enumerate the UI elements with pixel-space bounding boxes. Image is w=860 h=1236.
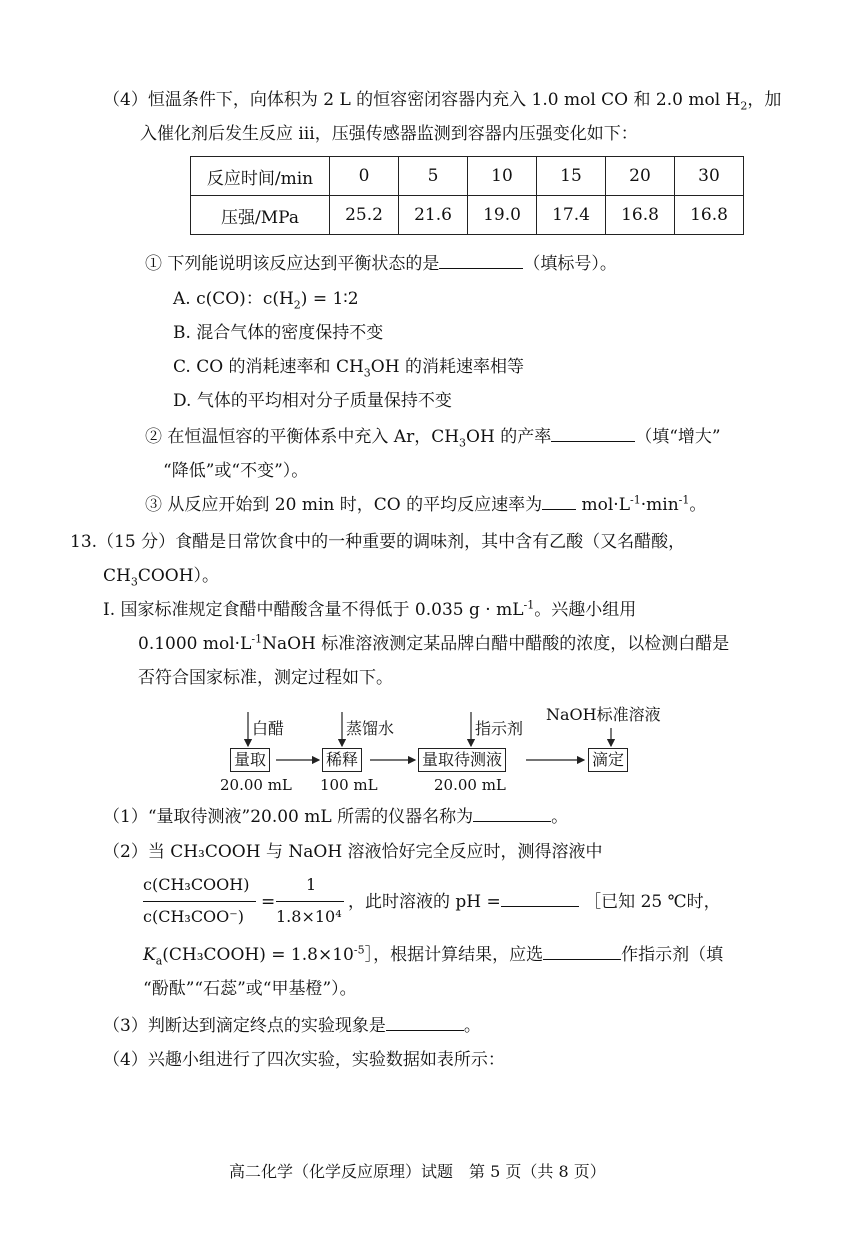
- answer-blank[interactable]: [551, 425, 635, 442]
- q13-head: 13.（15 分）食醋是日常饮食中的一种重要的调味剂，其中含有乙酸（又名醋酸，: [70, 532, 686, 552]
- fraction-numerator: 1: [306, 875, 317, 894]
- option-b: B. 混合气体的密度保持不变: [173, 323, 384, 343]
- table-cell: 30: [675, 157, 744, 196]
- answer-blank[interactable]: [542, 493, 576, 510]
- q4-line2: 入催化剂后发生反应 ⅲ，压强传感器监测到容器内压强变化如下：: [140, 124, 638, 144]
- flow-label-naoh: NaOH标准溶液: [546, 705, 661, 724]
- flow-label-water: 蒸馏水: [346, 719, 395, 738]
- q13-head2: $CH_3COOH$）。: [103, 566, 220, 589]
- table-cell: 21.6: [399, 196, 468, 235]
- q13-p2: 0.1000 $mol\cdot L^{-1}NaOH$ 标准溶液测定某品牌白醋中醋酸的浓度，以检测白醋是: [138, 632, 730, 654]
- fraction-bar: [276, 901, 344, 902]
- answer-blank[interactable]: [439, 252, 523, 269]
- q13-s2-line3: $K_a(CH_3COOH)$ = $1.8\times 10^{-5}]$，根据计算结果，应选 作指示剂（填: [143, 943, 724, 968]
- table-cell: 17.4: [537, 196, 606, 235]
- q13-p1: Ⅰ. 国家标准规定食醋中醋酸含量不得低于 0.035 $g \cdot mL^{-1}$。兴趣小组用: [103, 598, 637, 620]
- q13-s4: （4）兴趣小组进行了四次实验，实验数据如表所示：: [103, 1050, 505, 1070]
- flow-box-measure: 量取: [230, 748, 270, 772]
- page-footer: 高二化学（化学反应原理）试题 第 5 页（共 8 页）: [229, 1162, 606, 1181]
- answer-blank[interactable]: [543, 943, 621, 960]
- table-row: [191, 157, 744, 196]
- fraction-numerator: c(CH₃COOH): [143, 875, 250, 894]
- q13-s2-line4: “酚酞”“石蕊”或“甲基橙”）。: [143, 979, 357, 999]
- fraction-concentration-ratio: [143, 873, 258, 929]
- q4-sub3: ③ 从反应开始到 20 min 时，CO 的平均反应速率为 $mol\cdot L^{-1}\cdot\min^{-1}$。: [145, 493, 707, 515]
- q4-sub1: ① 下列能说明该反应达到平衡状态的是 （填标号）。: [145, 254, 617, 274]
- table-cell: 5: [399, 157, 468, 196]
- option-d: D. 气体的平均相对分子质量保持不变: [173, 391, 452, 411]
- option-a: A. c(CO)：$c(H_2)$ = 1∶2: [173, 289, 359, 312]
- table-cell: 16.8: [606, 196, 675, 235]
- table-cell: 压强/MPa: [191, 196, 330, 235]
- flow-label-indicator: 指示剂: [475, 719, 524, 738]
- q13-s2-mid: ，此时溶液的 pH = ［已知 25 ℃时，: [348, 892, 721, 912]
- table-cell: 10: [468, 157, 537, 196]
- fraction-denominator: 1.8×10⁴: [276, 907, 342, 926]
- fraction-bar: [143, 901, 256, 902]
- pressure-table: [190, 156, 744, 235]
- q13-s3: （3）判断达到滴定终点的实验现象是 。: [103, 1016, 481, 1036]
- q13-p3: 否符合国家标准，测定过程如下。: [138, 668, 393, 688]
- answer-blank[interactable]: [386, 1014, 464, 1031]
- q13-s2: （2）当 CH₃COOH 与 NaOH 溶液恰好完全反应时，测得溶液中: [103, 842, 603, 862]
- flow-box-titrate: 滴定: [588, 748, 628, 772]
- q4-line1: （4）恒温条件下，向体积为 2 L 的恒容密闭容器内充入 1.0 mol CO 和 2.0 mol $H_2$，加: [103, 90, 782, 113]
- flow-qty-2: 100 mL: [320, 776, 378, 794]
- option-c: C. CO 的消耗速率和 $CH_3OH$ 的消耗速率相等: [173, 357, 524, 380]
- table-cell: 19.0: [468, 196, 537, 235]
- flow-box-dilute: 稀释: [322, 748, 362, 772]
- table-cell: 0: [330, 157, 399, 196]
- q4-sub2-line2: “降低”或“不变”）。: [163, 461, 309, 481]
- q4-sub2: ② 在恒温恒容的平衡体系中充入 Ar，$CH_3OH$ 的产率 （填“增大”: [145, 427, 721, 450]
- q13-s1: （1）“量取待测液”20.00 mL 所需的仪器名称为 。: [103, 807, 569, 827]
- answer-blank[interactable]: [501, 890, 579, 907]
- table-cell: 15: [537, 157, 606, 196]
- fraction-denominator: c(CH₃COO⁻): [143, 907, 244, 926]
- equals-sign: =: [261, 892, 276, 912]
- fraction-value: [276, 873, 346, 929]
- flow-qty-1: 20.00 mL: [220, 776, 292, 794]
- table-cell: 20: [606, 157, 675, 196]
- flow-label-vinegar: 白醋: [252, 719, 285, 738]
- table-cell: 反应时间/min: [191, 157, 330, 196]
- flow-box-measure-sample: 量取待测液: [418, 748, 506, 772]
- answer-blank[interactable]: [473, 805, 551, 822]
- procedure-flow-diagram: [220, 702, 688, 802]
- flow-qty-3: 20.00 mL: [434, 776, 506, 794]
- table-cell: 25.2: [330, 196, 399, 235]
- table-cell: 16.8: [675, 196, 744, 235]
- table-row: [191, 196, 744, 235]
